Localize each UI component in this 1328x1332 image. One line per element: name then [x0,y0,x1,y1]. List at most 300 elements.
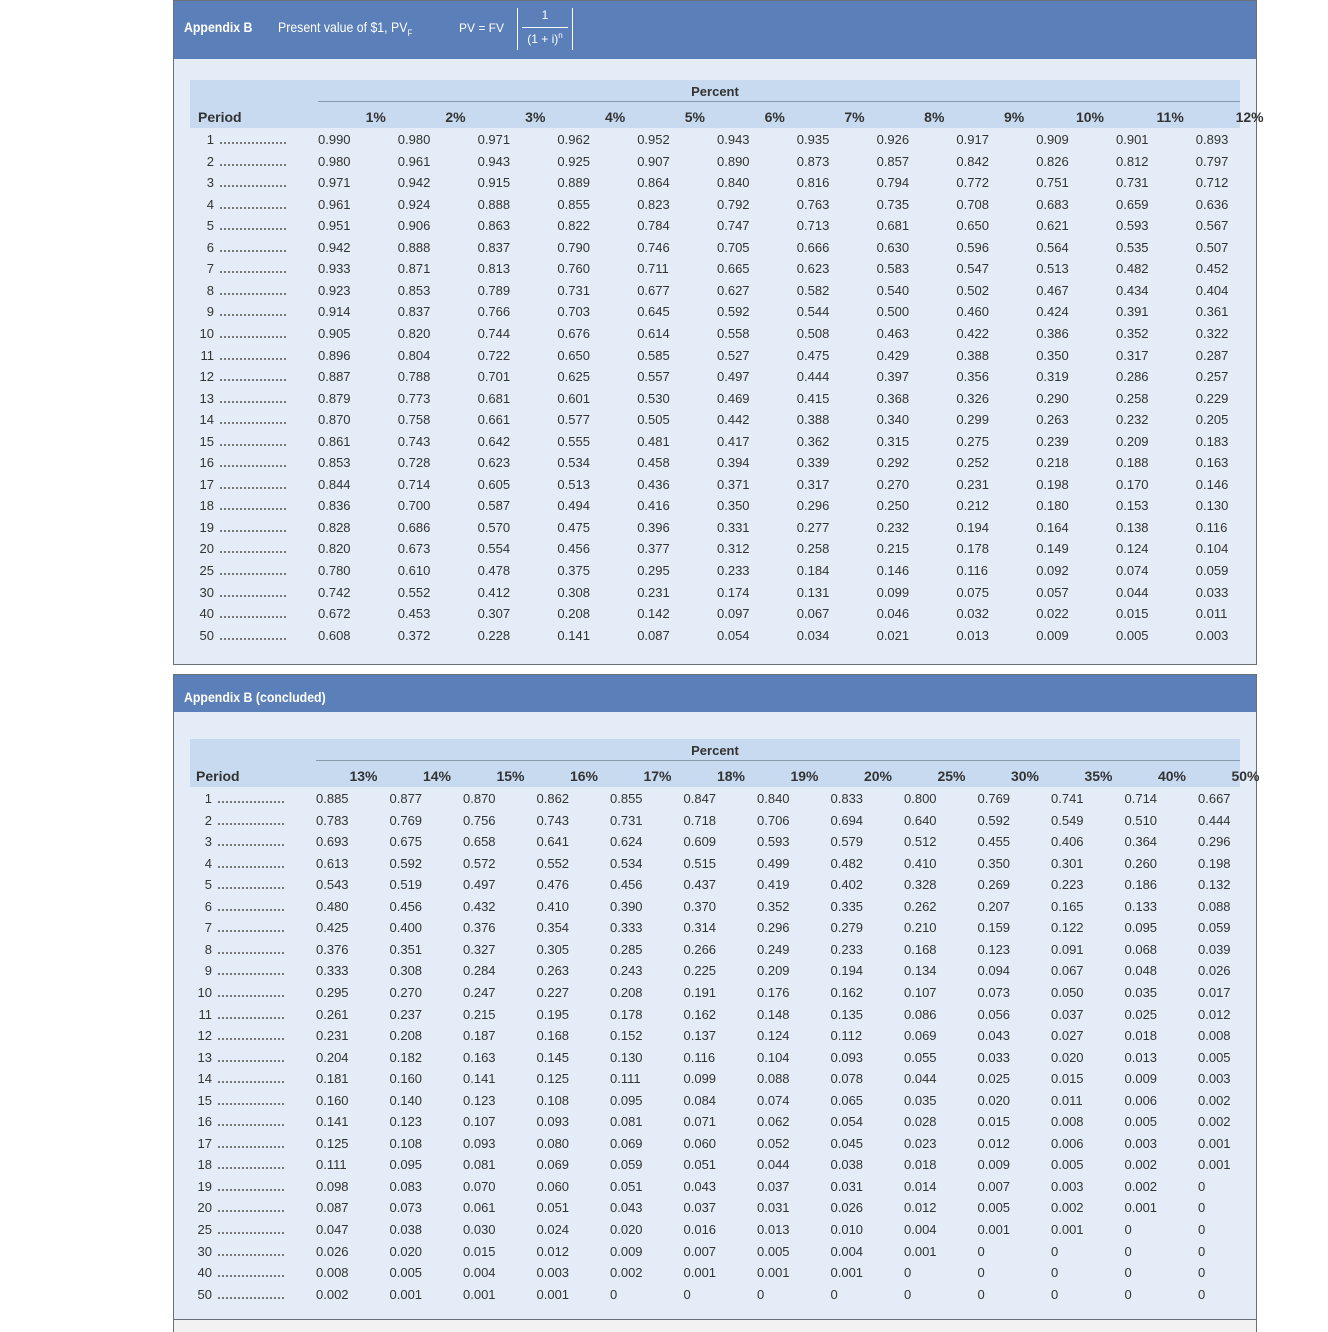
table-cell-value: 0.564 [1036,239,1069,255]
table-cell-value: 0.125 [536,1071,570,1087]
table-cell-value: 0.012 [977,1135,1011,1151]
table-cell-value: 0.038 [389,1222,423,1237]
table-cell-value: 0.176 [757,984,790,1000]
table-cell-value: 0.406 [1051,834,1084,850]
table-cell-value: 0.718 [683,812,717,828]
table-cell-value: 0.593 [757,834,790,850]
table-cell-value: 0.026 [1198,963,1231,979]
table-cell-value: 0.148 [757,1006,790,1022]
table-cell-value: 0.394 [717,455,750,471]
table-cell-value: 0.510 [1124,812,1158,828]
row-leader-dots [218,844,284,848]
table-cell-value: 0.263 [536,963,570,979]
formula-exponent: n [558,31,563,40]
row-leader-dots [220,573,286,577]
table-cell-value: 0.165 [1051,898,1084,914]
table-cell-value: 0.794 [876,175,910,191]
table-cell-value: 0.494 [557,498,590,514]
table-cell-value: 0.001 [904,1243,937,1259]
table-row [174,281,1256,302]
table-cell-value: 0.837 [477,239,511,255]
row-leader-dots [220,638,286,642]
table-cell-value: 0.098 [316,1178,349,1194]
table-cell-value: 0.054 [830,1114,864,1130]
table-cell-value: 0.630 [876,239,910,255]
table-cell-value: 0.011 [1195,606,1228,622]
table-cell-value: 0.513 [1036,261,1069,277]
table-cell-value: 0.007 [977,1178,1011,1194]
table-cell-value: 0.952 [637,132,670,147]
row-leader-dots [218,1124,284,1128]
table-cell-value: 0.012 [1198,1006,1231,1022]
table-cell-value: 0.231 [956,476,989,492]
table-cell-value: 0.223 [1051,877,1084,893]
table-row [174,238,1256,259]
table2-percent-label: Percent [691,743,739,758]
table-cell-value: 0.059 [1198,920,1231,936]
table-cell-value: 0.026 [316,1243,349,1259]
table-cell-value: 0.195 [536,1006,570,1022]
table-cell-value: 0.842 [956,153,989,169]
table-cell-value: 0.397 [876,369,910,385]
table-cell-value: 0.534 [610,855,643,871]
period-number: 5 [206,218,214,234]
period-number: 20 [197,1200,212,1216]
table-cell-value: 0.183 [1195,433,1229,449]
table-cell-value: 0.160 [316,1092,349,1108]
table-cell-value: 0.093 [536,1114,570,1130]
table-cell-value: 0.422 [956,325,989,341]
rate-column-header: 5% [684,109,705,125]
table-cell-value: 0.051 [683,1157,717,1173]
table-cell-value: 0.371 [717,476,750,492]
table-cell-value: 0.621 [1036,218,1069,234]
table-row [174,1112,1256,1133]
table-row [174,1005,1256,1026]
rate-column-header: 25% [937,768,966,784]
table-cell-value: 0.505 [637,412,670,428]
table-cell-value: 0.069 [610,1135,643,1151]
table-row [174,389,1256,410]
table-cell-value: 0.833 [830,791,864,806]
table-cell-value: 0.990 [318,132,351,147]
subtitle-text: Present value of $1, PV [278,19,408,35]
table-cell-value: 0.482 [1116,261,1149,277]
table-cell-value: 0 [757,1286,765,1302]
table-row [174,432,1256,453]
period-number: 14 [197,1071,212,1087]
table-cell-value: 0.870 [318,412,351,428]
table-row [174,811,1256,832]
table-cell-value: 0.625 [557,369,590,385]
table-cell-value: 0.095 [1124,920,1158,936]
formula-denominator [518,31,572,46]
table-cell-value: 0.567 [1195,218,1229,234]
table-cell-value: 0.377 [637,541,670,557]
table-cell-value: 0.980 [397,132,431,147]
table-cell-value: 0.229 [1195,390,1229,406]
table-cell-value: 0.502 [956,282,989,298]
table-cell-value: 0.475 [557,519,590,535]
period-number: 8 [206,282,214,298]
table-cell-value: 0.557 [637,369,670,385]
table-cell-value: 0.078 [830,1071,864,1087]
table-cell-value: 0.376 [316,941,349,957]
table-cell-value: 0.609 [683,834,717,850]
table-cell-value: 0.675 [389,834,423,850]
table-cell-value: 0.269 [977,877,1011,893]
rate-column-header: 19% [790,768,819,784]
rate-column-header: 30% [1010,768,1039,784]
table-cell-value: 0.350 [977,855,1011,871]
table-cell-value: 0.601 [557,390,590,406]
table-cell-value: 0.086 [904,1006,937,1022]
period-number: 2 [206,153,214,169]
table-cell-value: 0.460 [956,304,989,320]
table-cell-value: 0.208 [389,1028,423,1044]
table-cell-value: 0 [1198,1178,1206,1194]
table-cell-value: 0.700 [397,498,431,514]
table-cell-value: 0.023 [904,1135,937,1151]
table-cell-value: 0.605 [477,476,511,492]
period-number: 25 [197,1222,212,1237]
table-cell-value: 0.002 [1198,1114,1231,1130]
table-cell-value: 0.820 [318,541,351,557]
table-cell-value: 0.097 [717,606,750,622]
table-cell-value: 0.361 [1195,304,1229,320]
table-cell-value: 0.773 [397,390,431,406]
table-cell-value: 0.906 [397,218,431,234]
table-cell-value: 0.645 [637,304,670,320]
table-cell-value: 0.610 [397,563,431,578]
table-row [174,583,1256,604]
table-cell-value: 0.925 [557,153,590,169]
table-cell-value: 0.035 [904,1092,937,1108]
table-cell-value: 0.887 [318,369,351,385]
table-cell-value: 0.132 [1198,877,1231,893]
table-row [174,1155,1256,1176]
table-cell-value: 0.769 [389,812,423,828]
row-leader-dots [218,930,284,934]
table-cell-value: 0.319 [1036,369,1069,385]
table-cell-value: 0.742 [318,584,351,600]
table-cell-value: 0.069 [536,1157,570,1173]
period-number: 14 [199,412,214,428]
table-cell-value: 0.376 [463,920,496,936]
table-row [174,1263,1256,1284]
table-cell-value: 0.593 [1116,218,1149,234]
table-row [174,789,1256,810]
table-cell-value: 0.168 [904,941,937,957]
table-cell-value: 0.391 [1116,304,1149,320]
appendix-b-title: Appendix B [184,19,253,35]
table-cell-value: 0.432 [463,898,496,914]
table-cell-value: 0.507 [1195,239,1229,255]
table-cell-value: 0 [904,1265,912,1281]
period-number: 15 [199,433,214,449]
table-cell-value: 0.467 [1036,282,1069,298]
table-cell-value: 0.452 [1195,261,1229,277]
rate-column-header: 16% [569,768,598,784]
table-cell-value: 0.252 [956,455,989,471]
table-cell-value: 0.592 [389,855,423,871]
table-cell-value: 0.434 [1116,282,1149,298]
table-cell-value: 0.475 [796,347,830,363]
table-cell-value: 0.481 [637,433,670,449]
table-cell-value: 0.067 [796,606,830,622]
table-row [174,1091,1256,1112]
table-cell-value: 0.194 [956,519,989,535]
table-cell-value: 0.124 [1116,541,1149,557]
table-cell-value: 0.705 [717,239,750,255]
table-cell-value: 0.469 [717,390,750,406]
rate-column-header: 40% [1157,768,1186,784]
table-cell-value: 0.037 [683,1200,717,1216]
table-cell-value: 0.008 [1051,1114,1084,1130]
table-row [174,173,1256,194]
row-leader-dots [220,228,286,232]
table-cell-value: 0.277 [796,519,830,535]
table-row [174,453,1256,474]
table-cell-value: 0.480 [316,898,349,914]
table-cell-value: 0.816 [796,175,830,191]
table-cell-value: 0.613 [316,855,349,871]
table-cell-value: 0.661 [477,412,511,428]
appendix-b-panel [173,0,1264,665]
table-row [174,961,1256,982]
table-cell-value: 0.792 [717,196,750,212]
table-cell-value: 0.258 [1116,390,1149,406]
table-cell-value: 0.592 [717,304,750,320]
table-cell-value: 0.178 [610,1006,643,1022]
period-number: 1 [204,791,212,806]
table-cell-value: 0.356 [956,369,989,385]
formula-pv-fv: PV = FV [459,21,505,35]
table-cell-value: 0.207 [977,898,1011,914]
table-cell-value: 0.924 [397,196,431,212]
table-cell-value: 0.713 [796,218,830,234]
table-cell-value: 0.971 [477,132,511,147]
period-number: 6 [206,239,214,255]
period-number: 13 [197,1049,212,1065]
table-cell-value: 0.650 [557,347,590,363]
table-cell-value: 0.012 [536,1243,570,1259]
row-leader-dots [220,185,286,189]
table-cell-value: 0.712 [1195,175,1229,191]
table-cell-value: 0.888 [477,196,511,212]
table-cell-value: 0.456 [389,898,423,914]
table-cell-value: 0.001 [977,1222,1011,1237]
period-number: 12 [199,369,214,385]
table-cell-value: 0.092 [1036,563,1069,578]
table-cell-value: 0.070 [463,1178,496,1194]
table-cell-value: 0.694 [830,812,864,828]
table-cell-value: 0.026 [830,1200,864,1216]
table-cell-value: 0.962 [557,132,590,147]
table-cell-value: 0.412 [477,584,511,600]
table-cell-value: 0.001 [683,1265,717,1281]
table-cell-value: 0.497 [717,369,750,385]
period-number: 40 [197,1265,212,1281]
table-cell-value: 0.003 [1198,1071,1231,1087]
table-cell-value: 0.093 [830,1049,864,1065]
table-row [174,832,1256,853]
table-cell-value: 0.059 [1195,563,1229,578]
period-number: 40 [199,606,214,622]
table-cell-value: 0.308 [557,584,590,600]
table-cell-value: 0.307 [477,606,511,622]
table-cell-value: 0.001 [1198,1135,1231,1151]
table-cell-value: 0 [1198,1243,1206,1259]
table-cell-value: 0.074 [1116,563,1149,578]
table-cell-value: 0.279 [830,920,864,936]
table-cell-value: 0.305 [536,941,570,957]
table-cell-value: 0.022 [1036,606,1069,622]
table-cell-value: 0.951 [318,218,351,234]
table-cell-value: 0.790 [557,239,590,255]
table-row [174,940,1256,961]
table-cell-value: 0.476 [536,877,570,893]
table-cell-value: 0.917 [956,132,989,147]
table-cell-value: 0.444 [1198,812,1231,828]
table-cell-value: 0 [977,1286,985,1302]
table-cell-value: 0.111 [610,1071,641,1087]
table-cell-value: 0 [977,1265,985,1281]
table-cell-value: 0.596 [956,239,989,255]
table-cell-value: 0.295 [316,984,349,1000]
table-cell-value: 0.020 [610,1222,643,1237]
table-cell-value: 0.331 [717,519,750,535]
table-cell-value: 0.025 [1124,1006,1158,1022]
table-cell-value: 0.751 [1036,175,1069,191]
table-cell-value: 0.084 [683,1092,717,1108]
table-cell-value: 0.535 [1116,239,1149,255]
table-row [174,1220,1256,1241]
table-cell-value: 0.624 [610,834,643,850]
table-cell-value: 0.800 [904,791,937,806]
table-cell-value: 0.012 [904,1200,937,1216]
table-cell-value: 0.009 [610,1243,643,1259]
table-cell-value: 0.037 [1051,1006,1084,1022]
table-cell-value: 0.333 [610,920,643,936]
next-panel-edge [173,1320,1257,1332]
table-cell-value: 0 [1051,1286,1059,1302]
row-leader-dots [220,551,286,555]
table-cell-value: 0.322 [1195,325,1229,341]
table-cell-value: 0.826 [1036,153,1069,169]
table-cell-value: 0.853 [318,455,351,471]
table-cell-value: 0.888 [397,239,431,255]
table-cell-value: 0.836 [318,498,351,514]
table-cell-value: 0.714 [397,476,431,492]
table-cell-value: 0.159 [977,920,1011,936]
table-cell-value: 0.980 [318,153,351,169]
period-number: 30 [197,1243,212,1259]
table-cell-value: 0.339 [796,455,830,471]
table-cell-value: 0.198 [1036,476,1069,492]
table-cell-value: 0.915 [477,175,511,191]
table-cell-value: 0.005 [977,1200,1011,1216]
table-cell-value: 0.024 [536,1222,570,1237]
table-cell-value: 0.812 [1116,153,1149,169]
table-cell-value: 0.001 [536,1286,570,1302]
table-cell-value: 0.364 [1124,834,1158,850]
table-cell-value: 0.020 [977,1092,1011,1108]
table-cell-value: 0.030 [463,1222,496,1237]
table-cell-value: 0.142 [637,606,670,622]
table-cell-value: 0 [1124,1243,1132,1259]
table-cell-value: 0.640 [904,812,937,828]
table-cell-value: 0.043 [610,1200,643,1216]
table-cell-value: 0.002 [1124,1178,1158,1194]
table1-percent-label: Percent [691,84,739,99]
table-cell-value: 0.243 [610,963,643,979]
table-cell-value: 0.400 [389,920,423,936]
table-cell-value: 0.215 [876,541,910,557]
table-cell-value: 0.862 [536,791,570,806]
table-cell-value: 0.614 [637,325,670,341]
table-cell-value: 0 [1198,1222,1206,1237]
table-cell-value: 0.088 [757,1071,790,1087]
table-cell-value: 0.555 [557,433,590,449]
table-cell-value: 0.741 [1051,791,1084,806]
row-leader-dots [220,465,286,469]
table-cell-value: 0.326 [956,390,989,406]
table-cell-value: 0.233 [717,563,750,578]
table-cell-value: 0.677 [637,282,670,298]
table-cell-value: 0.107 [463,1114,496,1130]
table-cell-value: 0.164 [1036,519,1069,535]
table-cell-value: 0.044 [904,1071,937,1087]
table-cell-value: 0.001 [830,1265,864,1281]
table-cell-value: 0.011 [1051,1092,1083,1108]
table-cell-value: 0.108 [389,1135,423,1151]
period-number: 2 [204,812,212,828]
table-cell-value: 0.008 [1198,1028,1231,1044]
table-cell-value: 0.592 [977,812,1011,828]
table-cell-value: 0.404 [1195,282,1229,298]
table-cell-value: 0.004 [463,1265,496,1281]
table-cell-value: 0 [1198,1286,1206,1302]
table-cell-value: 0.396 [637,519,670,535]
table-cell-value: 0.088 [1198,898,1231,914]
table-cell-value: 0.686 [397,519,431,535]
table-cell-value: 0.642 [477,433,511,449]
table-cell-value: 0.046 [876,606,910,622]
table-cell-value: 0.540 [876,282,910,298]
table-cell-value: 0 [1124,1286,1132,1302]
table-cell-value: 0.108 [536,1092,570,1108]
table-cell-value: 0.458 [637,455,670,471]
table-cell-value: 0.933 [318,261,351,277]
period-number: 1 [206,132,214,147]
table-cell-value: 0.065 [830,1092,864,1108]
table-cell-value: 0.194 [830,963,864,979]
row-leader-dots [220,508,286,512]
table-cell-value: 0.855 [610,791,643,806]
table-cell-value: 0.001 [1198,1157,1231,1173]
formula-fraction [517,8,573,50]
table-cell-value: 0.007 [683,1243,717,1259]
table-cell-value: 0.080 [536,1135,570,1151]
table-cell-value: 0.099 [876,584,910,600]
table-cell-value: 0.907 [637,153,670,169]
table-cell-value: 0.233 [830,941,864,957]
table-cell-value: 0.125 [316,1135,349,1151]
table-cell-value: 0.051 [536,1200,570,1216]
table-row [174,983,1256,1004]
table-cell-value: 0.027 [1051,1028,1084,1044]
